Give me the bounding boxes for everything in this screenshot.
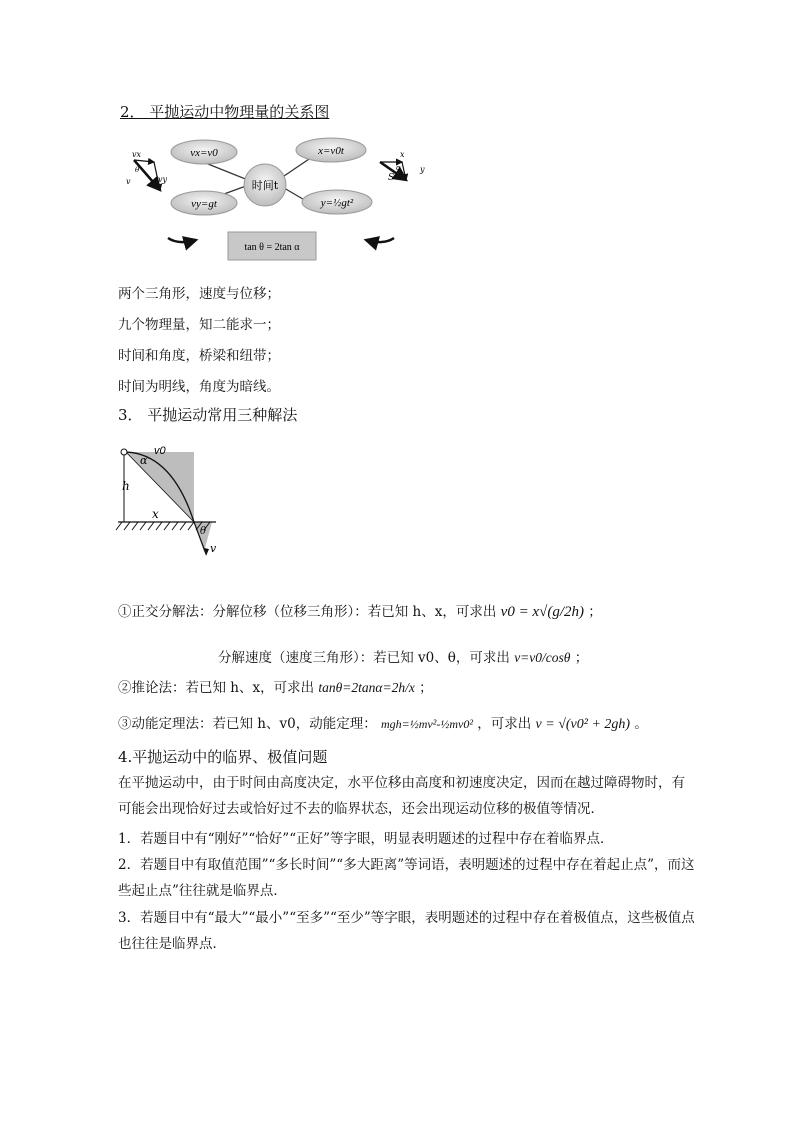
summary-line-1: 两个三角形，速度与位移； (118, 286, 280, 302)
section-3-title: 3． 平抛运动常用三种解法 (118, 406, 298, 424)
method-3-formula-1: mgh=½mv²-½mv0² (381, 717, 473, 731)
method-1b-label: 分解速度（速度三角形）：若已知 v0、θ，可求出 (218, 650, 510, 666)
section-4-title: 4.平抛运动中的临界、极值问题 (118, 748, 328, 766)
right-arrow-icon (366, 238, 394, 242)
method-3-end: 。 (634, 716, 648, 732)
relationship-diagram (118, 128, 425, 268)
oval-x: x=v0t (318, 145, 344, 157)
method-2-label: ②推论法：若已知 h、x，可求出 (118, 680, 315, 696)
method-1-formula: v0 = x√(g/2h) (500, 604, 584, 620)
section-2-title: 2． 平抛运动中物理量的关系图 (120, 103, 330, 121)
method-1-label: ①正交分解法：分解位移（位移三角形）：若已知 h、x，可求出 (118, 604, 497, 620)
displacement-triangle (380, 150, 425, 183)
vy-label: vy (158, 175, 168, 184)
fig-alpha: α (140, 454, 148, 467)
alpha-label-right: α (396, 164, 401, 172)
summary-line-3: 时间和角度，桥梁和纽带； (118, 348, 280, 364)
oval-vy: vy=gt (191, 198, 217, 210)
summary-line-2: 九个物理量，知二能求一； (118, 317, 280, 333)
method-3-formula-2: v = √(v0² + 2gh) (535, 717, 631, 732)
left-arrow-icon (168, 238, 196, 242)
method-2 (118, 676, 433, 696)
velocity-triangle (126, 150, 168, 190)
vx-label: vx (132, 150, 142, 159)
x-label: x (400, 150, 405, 159)
fig-theta: θ (200, 526, 207, 537)
fig-h: h (122, 479, 130, 493)
s-label: S (388, 173, 395, 183)
method-1-end: ； (588, 604, 602, 620)
method-1b-end: ； (574, 650, 589, 666)
method-3 (118, 712, 648, 733)
fig-x: x (152, 507, 159, 521)
method-2-formula: tanθ=2tanα=2h/x (318, 680, 415, 695)
section-4-paragraph: 在平抛运动中，由于时间由高度决定，水平位移由高度和初速度决定，因而在越过障碍物时，有可能会出现恰好过去或恰好过不去的临界状态，还会出现运动位移的极值等情况． (118, 775, 685, 817)
oval-y: y=½gt² (320, 197, 354, 209)
method-1b-formula: v=v0/cosθ (514, 650, 571, 665)
section-4-item-3: 3．若题目中有“最大”“最小”“至多”“至少”等字眼，表明题述的过程中存在着极值点，这些极值点也往往是临界点． (118, 910, 695, 952)
formula-box: tan θ = 2tan α (244, 242, 300, 253)
projectile-figure (112, 440, 232, 560)
method-3-label: ③动能定理法：若已知 h、v0，动能定理： (118, 716, 377, 732)
v-label: v (126, 177, 131, 186)
method-1b (218, 646, 588, 666)
theta-label-left: θ (135, 166, 140, 174)
method-1 (118, 600, 602, 621)
section-4-item-2: 2．若题目中有取值范围”“多长时间”“多大距离”等词语，表明题述的过程中存在着起止点”，而这些起止点”往往就是临界点． (118, 857, 695, 899)
fig-v0: v0 (154, 445, 166, 457)
summary-line-4: 时间为明线，角度为暗线。 (118, 379, 280, 395)
oval-vx: vx=v0 (190, 147, 218, 159)
center-time: 时间t (251, 179, 279, 192)
method-2-end: ； (419, 680, 433, 696)
fig-v: v (210, 542, 217, 555)
section-4-item-1: 1．若题目中有“刚好”“恰好”“正好”等字眼，明显表明题述的过程中存在着临界点． (118, 831, 614, 847)
method-3-mid: ，可求出 (477, 716, 532, 732)
y-label: y (420, 165, 425, 174)
